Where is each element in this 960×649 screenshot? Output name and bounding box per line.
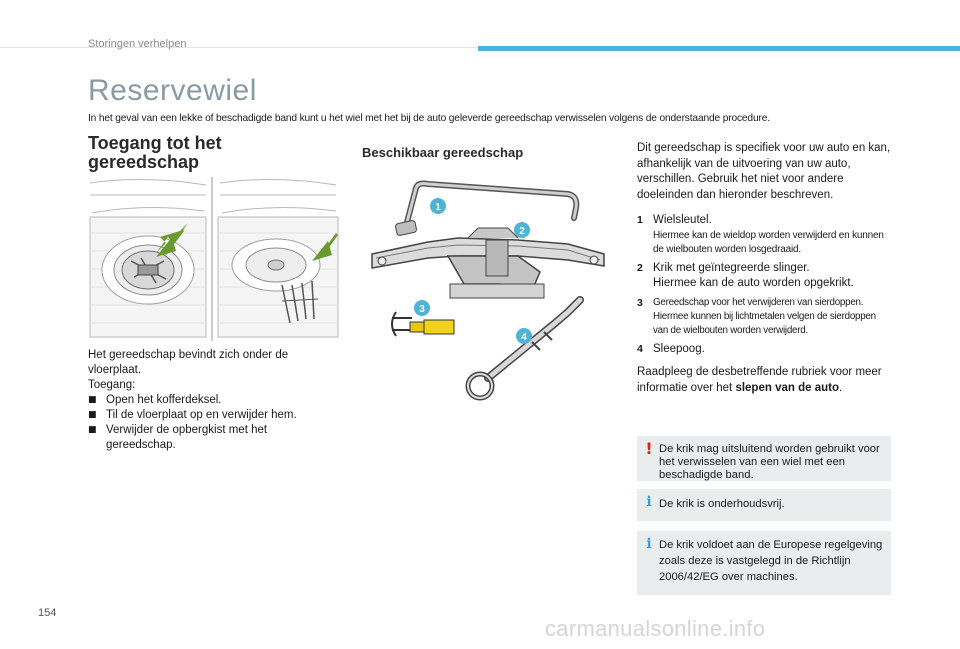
tool-item [637,261,893,292]
tools-heading: Beschikbaar gereedschap [362,145,524,160]
step-marker-icon: ■ [88,425,97,435]
tool-item-number: 4 [637,342,643,355]
access-heading: Toegang tot het gereedschap [88,133,222,172]
header-rule [0,47,478,48]
watermark: carmanualsonline.info [545,616,766,641]
reference-text: Raadpleeg de desbetreffende rubriek voor meer informatie over het slepen van de auto. [637,366,882,394]
info-text: De krik voldoet aan de Europese regelgeving zoals deze is vastgelegd in de Richtlijn 2006/42/EG over machines. [659,539,883,583]
tool-item-number: 3 [637,296,643,309]
tool-item-desc: Hiermee kan de wieldop worden verwijderd en kunnen de wielbouten worden losgedraaid. [653,229,884,255]
page-number: 154 [38,607,57,619]
tool-details [637,141,893,396]
header-accent-bar [478,46,960,51]
access-step-text: Til de vloerplaat op en verwijder hem. [106,409,297,421]
tools-illustration [368,180,608,406]
svg-text:4: 4 [521,332,527,343]
info-note [637,531,891,595]
access-instructions [88,348,338,453]
access-label: Toegang: [88,379,136,391]
callout-3 [414,300,430,316]
tool-item-title: Gereedschap voor het verwijderen van sierdoppen. [653,296,864,308]
access-step [88,423,338,453]
tool-item-number: 1 [637,214,643,226]
access-step [88,408,338,423]
intro-text: In het geval van een lekke of beschadigde band kunt u het wiel met het bij de auto geleverde gereedschap verwisselen volgens de onderstaande procedure. [88,113,770,124]
trunk-floor-illustration [86,173,340,345]
tool-item [637,213,893,257]
svg-text:2: 2 [519,226,525,237]
page-title: Reservewiel [88,74,257,107]
access-step-text: Open het kofferdeksel. [106,394,222,406]
exclamation-icon: ! [645,439,653,458]
tool-item-desc: Hiermee kunnen bij lichtmetalen velgen de sierdoppen van de wielbouten worden verwijderd. [653,310,876,336]
warning-text: De krik mag uitsluitend worden gebruikt voor het verwisselen van een wiel met een beschadigde band. [659,443,880,481]
info-icon: i [646,536,652,552]
tool-item-title: Sleepoog. [653,342,705,355]
callout-4 [516,328,532,344]
details-intro: Dit gereedschap is specifiek voor uw auto en kan, afhankelijk van de uitvoering van uw auto, verschillen. Gebruik het niet voor andere doeleinden dan hieronder beschreven. [637,142,891,201]
access-step [88,393,338,408]
tool-item [637,342,893,358]
tool-item-title: Wielsleutel. [653,214,712,226]
callout-2 [514,222,530,238]
tool-item-desc: Hiermee kan de auto worden opgekrikt. [653,277,854,289]
tool-item-number: 2 [637,261,643,274]
svg-text:1: 1 [435,202,441,213]
step-marker-icon: ■ [88,410,97,420]
section-title: Storingen verhelpen [88,38,187,50]
access-step-text: Verwijder de opbergkist met het gereedschap. [106,424,268,451]
tool-item [637,296,893,338]
info-note [637,489,891,521]
svg-text:3: 3 [419,304,425,315]
tool-item-title: Krik met geïntegreerde slinger. [653,261,810,274]
step-marker-icon: ■ [88,395,97,405]
info-icon: i [646,494,652,510]
callout-1 [430,198,446,214]
warning-note [637,436,891,481]
access-location-text: Het gereedschap bevindt zich onder de vloerplaat. [88,349,289,376]
reference-link-text: slepen van de auto [735,381,839,394]
info-text: De krik is onderhoudsvrij. [659,498,785,510]
